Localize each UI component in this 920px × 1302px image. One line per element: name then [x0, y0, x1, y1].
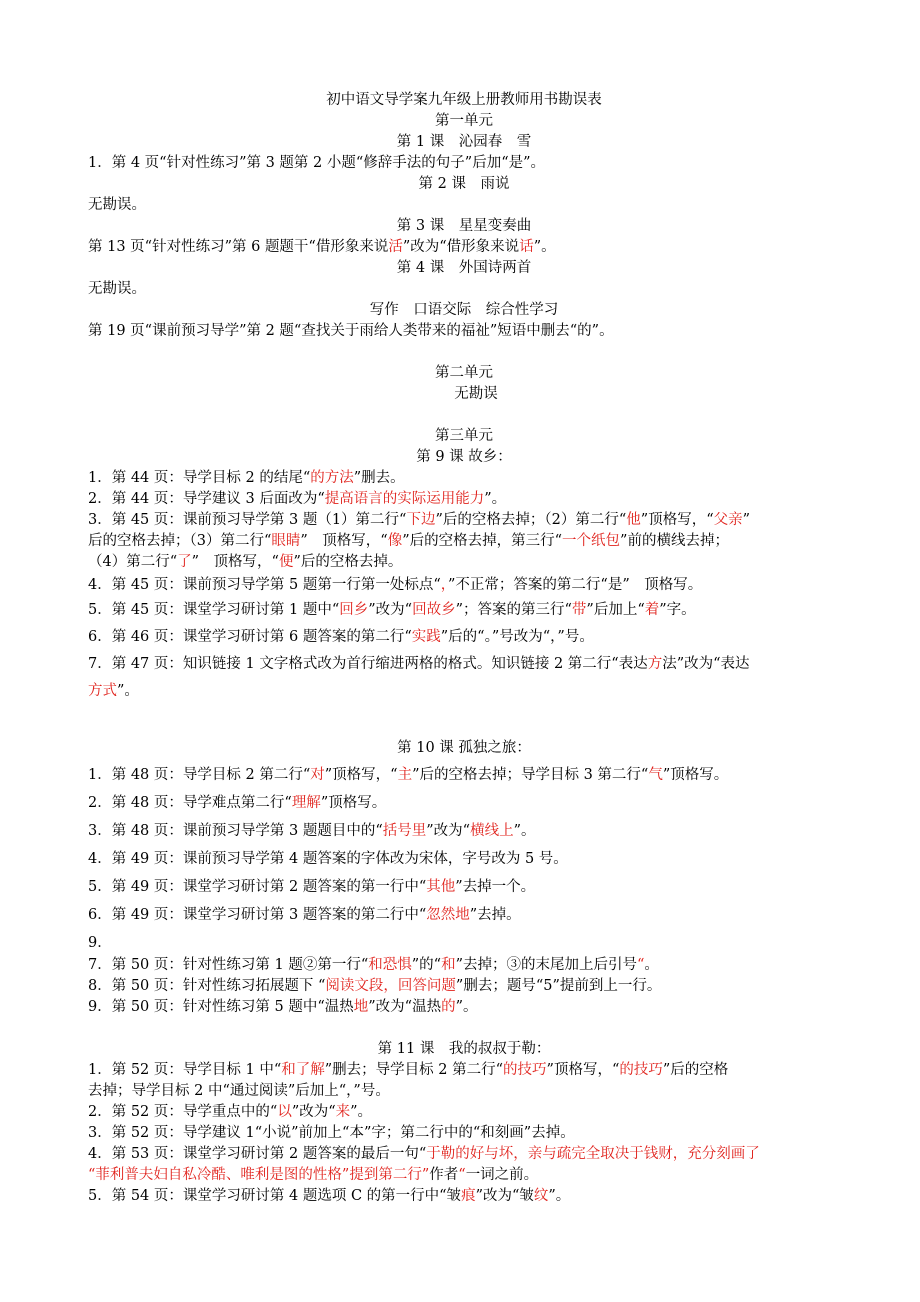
lesson-1-title: 第 1 课 沁园春 雪	[396, 134, 532, 150]
unit-1-heading: 第一单元	[435, 113, 493, 129]
lesson-2-title: 第 2 课 雨说	[418, 176, 510, 192]
lesson-9-item-4: 4．第 45 页：课前预习导学第 5 题第一行第一处标点“，”不正常；答案的第二行“是” 顶格写。	[88, 577, 703, 593]
lesson-10-item-9-empty: 9．	[88, 935, 112, 951]
lesson-10-item-8: 8．第 50 页：针对性练习拓展题下 “阅读文段，回答问题”删去；题号“5”提前到上一行。	[88, 978, 662, 994]
unit-2-heading: 第二单元	[435, 365, 493, 381]
lesson-11-item-2: 2．第 52 页：导学重点中的“以”改为“来”。	[88, 1104, 373, 1120]
lesson-10-title: 第 10 课 孤独之旅：	[397, 740, 531, 756]
unit-2-text: 无勘误	[454, 386, 498, 402]
lesson-2-text: 无勘误。	[88, 197, 146, 213]
lesson-9-item-7-cont: 方式”。	[88, 683, 139, 699]
lesson-10-item-1: 1．第 48 页：导学目标 2 第二行“对”顶格写，“主”后的空格去掉；导学目标 3 第二行“气”顶格写。	[88, 767, 729, 783]
lesson-11-item-1-cont: 去掉；导学目标 2 中“通过阅读”后加上“，”号。	[88, 1083, 390, 1099]
lesson-11-title: 第 11 课 我的叔叔于勒：	[377, 1041, 551, 1057]
lesson-9-item-2: 2．第 44 页：导学建议 3 后面改为“提高语言的实际运用能力”。	[88, 491, 507, 507]
lesson-11-item-4: 4．第 53 页：课堂学习研讨第 2 题答案的最后一句“于勒的好与坏，亲与疏完全取决于钱财，充分刻画了	[88, 1146, 760, 1162]
lesson-1-item-1: 1．第 4 页“针对性练习”第 3 题第 2 小题“修辞手法的句子”后加“是”。	[88, 155, 546, 171]
lesson-9-item-3: 3．第 45 页：课前预习导学第 3 题（1）第二行“下边”后的空格去掉；（2）第二行“他”顶格写，“父亲”	[88, 512, 751, 528]
lesson-9-item-3-cont: 后的空格去掉；（3）第二行“眼睛” 顶格写，“像”后的空格去掉，第三行“一个纸包”前的横线去掉；	[88, 533, 729, 549]
lesson-11-item-1: 1．第 52 页：导学目标 1 中“和了解”删去；导学目标 2 第二行“的技巧”顶格写，“的技巧”后的空格	[88, 1062, 729, 1078]
writing-section-item: 第 19 页“课前预习导学”第 2 题“查找关于雨给人类带来的福祉”短语中删去“的”。	[88, 323, 614, 339]
lesson-10-item-9: 9．第 50 页：针对性练习第 5 题中“温热地”改为“温热的”。	[88, 999, 478, 1015]
lesson-3-title: 第 3 课 星星变奏曲	[396, 218, 532, 234]
unit-3-heading: 第三单元	[435, 428, 493, 444]
lesson-10-item-4: 4．第 49 页：课前预习导学第 4 题答案的字体改为宋体，字号改为 5 号。	[88, 851, 568, 867]
lesson-9-item-6: 6．第 46 页：课堂学习研讨第 6 题答案的第二行“实践”后的“。”号改为“，”号。	[88, 629, 594, 645]
lesson-9-item-3-end: （4）第二行“了” 顶格写，“便”后的空格去掉。	[88, 554, 403, 570]
writing-section-title: 写作 口语交际 综合性学习	[369, 302, 559, 318]
lesson-11-item-5: 5．第 54 页：课堂学习研讨第 4 题选项 C 的第一行中“皱痕”改为“皱纹”。	[88, 1188, 571, 1204]
lesson-9-item-7: 7．第 47 页：知识链接 1 文字格式改为首行缩进两格的格式。知识链接 2 第二行“表达方法”改为“表达	[88, 656, 750, 672]
lesson-11-item-4-cont: “菲利普夫妇自私冷酷、唯利是图的性格”提到第二行”作者“一词之前。	[88, 1167, 539, 1183]
lesson-9-item-1: 1．第 44 页：导学目标 2 的结尾“的方法”删去。	[88, 470, 405, 486]
document-title: 初中语文导学案九年级上册教师用书勘误表	[326, 92, 602, 108]
lesson-4-text: 无勘误。	[88, 281, 146, 297]
lesson-10-item-7: 7．第 50 页：针对性练习第 1 题②第一行“和恐惧”的“和”去掉；③的末尾加上后引号“。	[88, 957, 659, 973]
lesson-3-item: 第 13 页“针对性练习”第 6 题题干“借形象来说活”改为“借形象来说话”。	[88, 239, 556, 255]
lesson-11-item-3: 3．第 52 页：导学建议 1“小说”前加上“本”字；第二行中的“和刻画”去掉。	[88, 1125, 575, 1141]
lesson-9-item-5: 5．第 45 页：课堂学习研讨第 1 题中“回乡”改为“回故乡”；答案的第三行“带”后加上“着”字。	[88, 602, 696, 618]
lesson-9-title: 第 9 课 故乡：	[416, 449, 512, 465]
lesson-10-item-2: 2．第 48 页：导学难点第二行“理解”顶格写。	[88, 795, 387, 811]
lesson-10-item-6: 6．第 49 页：课堂学习研讨第 3 题答案的第二行中“忽然地”去掉。	[88, 907, 521, 923]
lesson-4-title: 第 4 课 外国诗两首	[396, 260, 532, 276]
lesson-10-item-5: 5．第 49 页：课堂学习研讨第 2 题答案的第一行中“其他”去掉一个。	[88, 879, 536, 895]
lesson-10-item-3: 3．第 48 页：课前预习导学第 3 题题目中的“括号里”改为“横线上”。	[88, 823, 536, 839]
